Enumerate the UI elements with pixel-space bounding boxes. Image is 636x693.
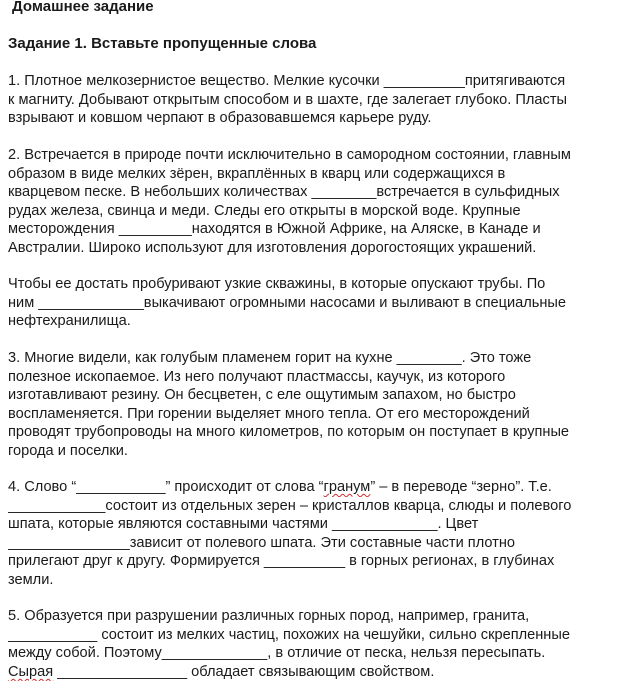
text-line: Сырая ________________ обладает связывающим свойством.	[8, 663, 435, 680]
text-line: проводят трубопроводы на много километров, по которым он поступает в крупные	[8, 424, 570, 441]
text-line: _______________зависит от полевого шпата. Эти составные части плотно	[8, 534, 516, 551]
text-line: 4. Слово “___________” происходит от слова “гранум” – в переводе “зерно”. Т.е.	[8, 479, 552, 495]
paragraph-6	[8, 607, 634, 681]
text-line: шпата, которые являются составными частями _____________. Цвет	[8, 516, 479, 533]
text-line: земли.	[8, 571, 54, 588]
spellcheck-word: Сырая	[8, 663, 54, 680]
text-line: между собой. Поэтому_____________, в отличие от песка, нельзя пересыпать.	[8, 645, 546, 662]
paragraph-5	[8, 478, 634, 590]
text-line: рудах железа, свинца и меди. Следы его открыты в морской воде. Крупные	[8, 202, 521, 219]
text-line: 3. Многие видели, как голубым пламенем горит на кухне ________. Это тоже	[8, 350, 532, 366]
text-line: Австралии. Широко используют для изготовления дорогостоящих украшений.	[8, 239, 537, 256]
text-line: к магниту. Добывают открытым способом и в шахте, где залегает глубоко. Пласты	[8, 91, 568, 108]
text-line: нефтехранилища.	[8, 313, 131, 330]
paragraph-3	[8, 275, 634, 331]
text-line: ____________состоит из отдельных зерен – кристаллов кварца, слюды и полевого	[8, 497, 572, 514]
text-line: взрывают и ковшом черпают в образовавшемся карьере руду.	[8, 110, 432, 127]
text-line: города и поселки.	[8, 442, 128, 459]
text-line: полезное ископаемое. Из него получают пластмассы, каучук, из которого	[8, 368, 506, 385]
text-line: Чтобы ее достать пробуривают узкие скважины, в которые опускают трубы. По	[8, 276, 546, 292]
text-line: прилегают друг к другу. Формируется __________ в горных регионах, в глубинах	[8, 553, 555, 570]
paragraph-1	[8, 72, 634, 128]
text-line: образом в виде мелких зёрен, вкраплённых в кварц или содержащихся в	[8, 165, 506, 182]
document-title: Домашнее задание	[12, 0, 154, 15]
task-title: Задание 1. Вставьте пропущенные слова	[8, 35, 317, 52]
text-line: ним _____________выкачивают огромными насосами и выливают в специальные	[8, 294, 566, 311]
spellcheck-word: гранум	[323, 479, 371, 495]
text-line: воспламеняется. При горении выделяет много тепла. От его месторождений	[8, 405, 530, 422]
text-line: ___________ состоит из мелких частиц, похожих на чешуйки, сильно скрепленные	[8, 626, 570, 643]
text-line: кварцевом песке. В небольших количествах ________встречается в сульфидных	[8, 184, 560, 201]
text-line: месторождения _________находятся в Южной Африке, на Аляске, в Канаде и	[8, 221, 541, 238]
text-line: изготавливают резину. Он бесцветен, с еле ощутимым запахом, но быстро	[8, 387, 516, 404]
text-line: 5. Образуется при разрушении различных горных пород, например, гранита,	[8, 608, 530, 624]
text-line: 2. Встречается в природе почти исключительно в самородном состоянии, главным	[8, 147, 571, 163]
paragraph-2	[8, 146, 634, 258]
text-line: 1. Плотное мелкозернистое вещество. Мелкие кусочки __________притягиваются	[8, 73, 566, 89]
paragraph-4	[8, 349, 634, 461]
